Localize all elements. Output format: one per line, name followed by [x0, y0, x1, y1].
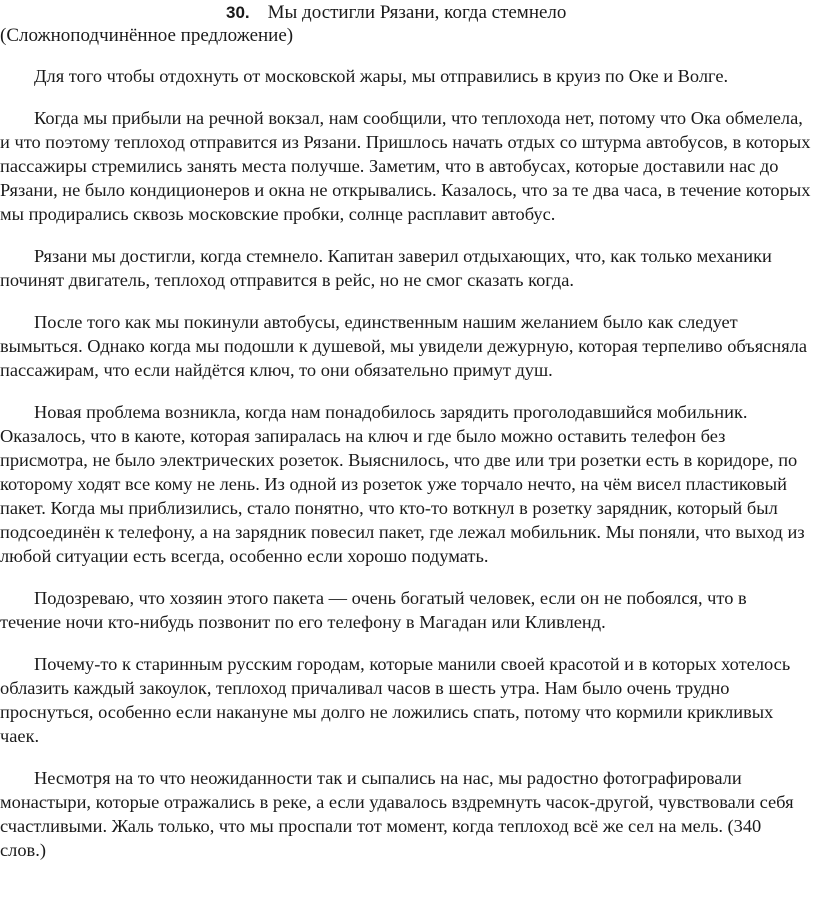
paragraph: Новая проблема возникла, когда нам понадобилось зарядить проголодавшийся мобильник. Оказалось, что в каюте, которая запиралась на ключ и где было можно оставить телефон без присмотра, не было электрических розеток. Выяснилось, что две или три розетки есть в коридоре, по которому ходят все кому не лень. Из одной из розеток уже торчало нечто, на чём висел пластиковый пакет. Когда мы приблизились, стало понятно, что кто-то воткнул в розетку зарядник, который был подсоединён к телефону, а на зарядник повесил пакет, где лежал мобильник. Мы поняли, что выход из любой ситуации есть всегда, особенно если хорошо подумать. [0, 402, 805, 566]
paragraph: Несмотря на то что неожиданности так и сыпались на нас, мы радостно фотографировали монастыри, которые отражались в реке, а если удавалось вздремнуть часок-другой, чувствовали себя счастливыми. Жаль только, что мы проспали тот момент, когда теплоход всё же сел на мель. (340 слов.) [0, 768, 794, 860]
paragraph: Почему-то к старинным русским городам, которые манили своей красотой и в которых хотелось облазить каждый закоулок, теплоход причаливал часов в шесть утра. Нам было очень трудно проснуться, особенно если накануне мы долго не ложились спать, потому что кормили крикливых чаек. [0, 654, 791, 746]
paragraph: После того как мы покинули автобусы, единственным нашим желанием было как следует вымыться. Однако когда мы подошли к душевой, мы увидели дежурную, которая терпеливо объясняла пассажирам, что если найдётся ключ, то они обязательно примут душ. [0, 312, 808, 380]
paragraph: Рязани мы достигли, когда стемнело. Капитан заверил отдыхающих, что, как только механики починят двигатель, теплоход отправится в рейс, но не смог сказать когда. [0, 246, 772, 290]
exercise-subtitle: (Сложноподчинённое предложение) [0, 25, 294, 46]
paragraph: Когда мы прибыли на речной вокзал, нам сообщили, что теплохода нет, потому что Ока обмелела, и что поэтому теплоход отправится из Рязани. Пришлось начать отдых со штурма автобусов, в которых пассажиры стремились занять места получше. Заметим, что в автобусах, которые доставили нас до Рязани, не было кондиционеров и окна не открывались. Казалось, что за те два часа, в течение которых мы продирались сквозь московские пробки, солнце расплавит автобус. [0, 108, 811, 224]
exercise-title: Мы достигли Рязани, когда стемнело [267, 2, 567, 23]
text-body [0, 64, 811, 880]
paragraph: Подозреваю, что хозяин этого пакета — очень богатый человек, если он не побоялся, что в течение ночи кто-нибудь позвонит по его телефону в Магадан или Кливленд. [0, 588, 747, 632]
exercise-number: 30. [226, 3, 250, 22]
paragraph: Для того чтобы отдохнуть от московской жары, мы отправились в круиз по Оке и Волге. [34, 66, 729, 86]
title-line [226, 2, 566, 24]
